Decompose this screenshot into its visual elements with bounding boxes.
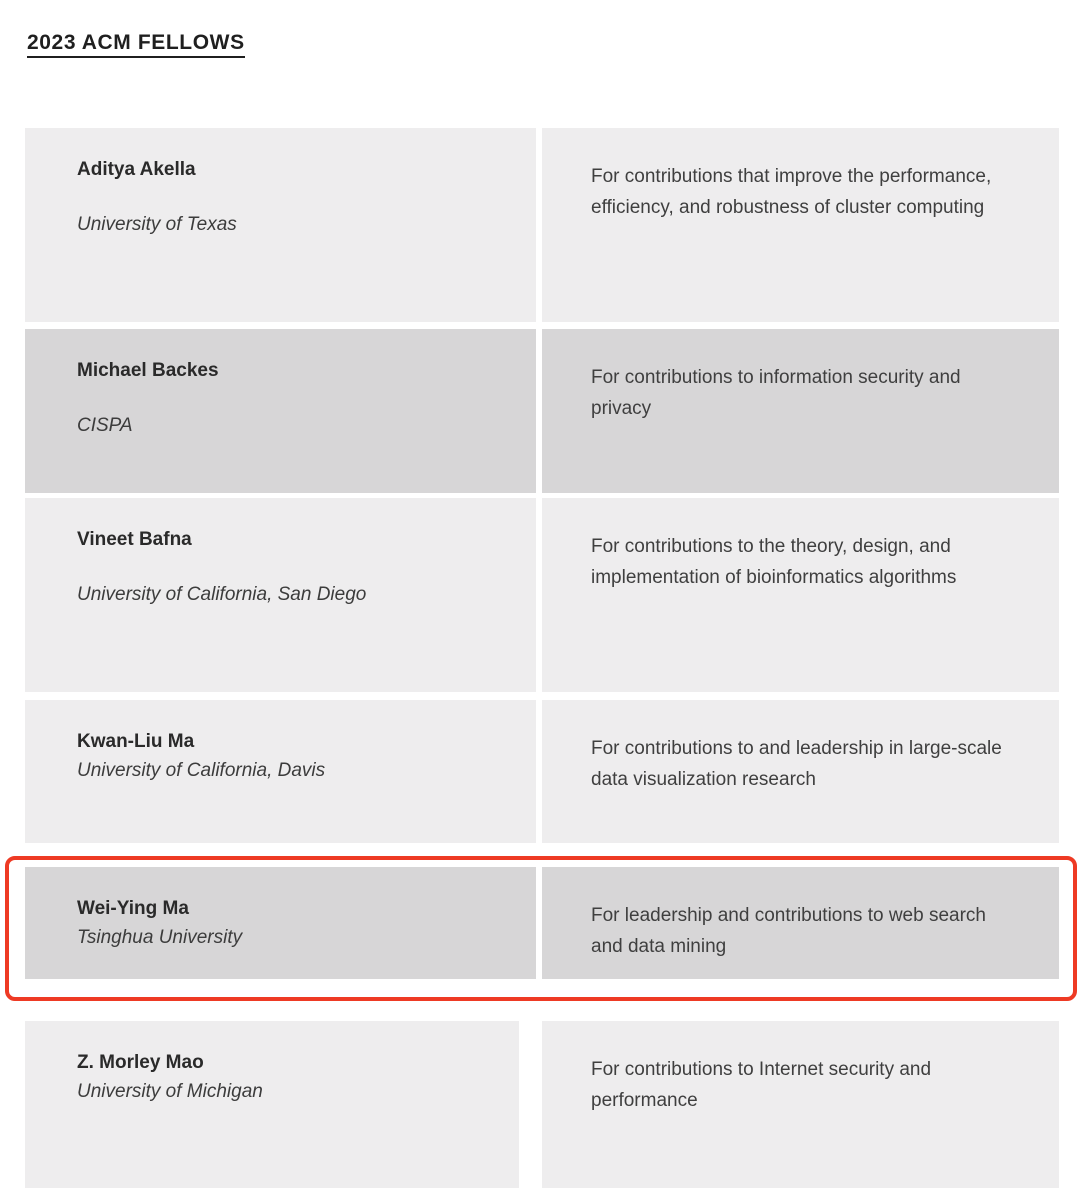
table-row [25, 329, 1059, 493]
page-title: 2023 ACM FELLOWS [27, 31, 245, 58]
fellow-affiliation: University of California, Davis [77, 760, 326, 781]
table-row [25, 128, 1059, 322]
citation-cell [542, 867, 1059, 979]
fellow-cell [25, 329, 536, 493]
fellow-name: Kwan-Liu Ma [77, 731, 195, 752]
fellow-cell [25, 1021, 519, 1188]
fellow-name: Z. Morley Mao [77, 1052, 204, 1073]
table-row [25, 700, 1059, 843]
table-row [25, 1021, 1059, 1188]
fellow-affiliation: University of Michigan [77, 1081, 263, 1102]
fellow-citation: For contributions to information security and privacy [591, 367, 961, 419]
citation-cell [542, 1021, 1059, 1188]
fellow-affiliation: Tsinghua University [77, 927, 243, 948]
fellow-affiliation: CISPA [77, 415, 133, 436]
fellow-citation: For contributions that improve the performance, efficiency, and robustness of cluster computing [591, 166, 992, 218]
fellow-cell [25, 498, 536, 692]
table-row-highlighted [25, 867, 1059, 979]
citation-cell [542, 329, 1059, 493]
citation-cell [542, 700, 1059, 843]
fellow-citation: For contributions to Internet security and performance [591, 1059, 932, 1111]
fellow-name: Michael Backes [77, 360, 219, 381]
citation-cell [542, 498, 1059, 692]
citation-cell [542, 128, 1059, 322]
fellow-name: Aditya Akella [77, 159, 196, 180]
fellows-table [25, 128, 1059, 1188]
fellow-cell [25, 700, 536, 843]
fellow-citation: For contributions to and leadership in large-scale data visualization research [591, 738, 1002, 790]
fellow-affiliation: University of Texas [77, 214, 237, 235]
fellow-citation: For contributions to the theory, design, and implementation of bioinformatics algorithms [591, 536, 957, 588]
fellow-citation: For leadership and contributions to web search and data mining [591, 905, 987, 957]
fellow-affiliation: University of California, San Diego [77, 584, 367, 605]
fellow-name: Vineet Bafna [77, 529, 192, 550]
fellow-name: Wei-Ying Ma [77, 898, 189, 919]
table-row [25, 498, 1059, 692]
fellow-cell [25, 867, 536, 979]
fellow-cell [25, 128, 536, 322]
